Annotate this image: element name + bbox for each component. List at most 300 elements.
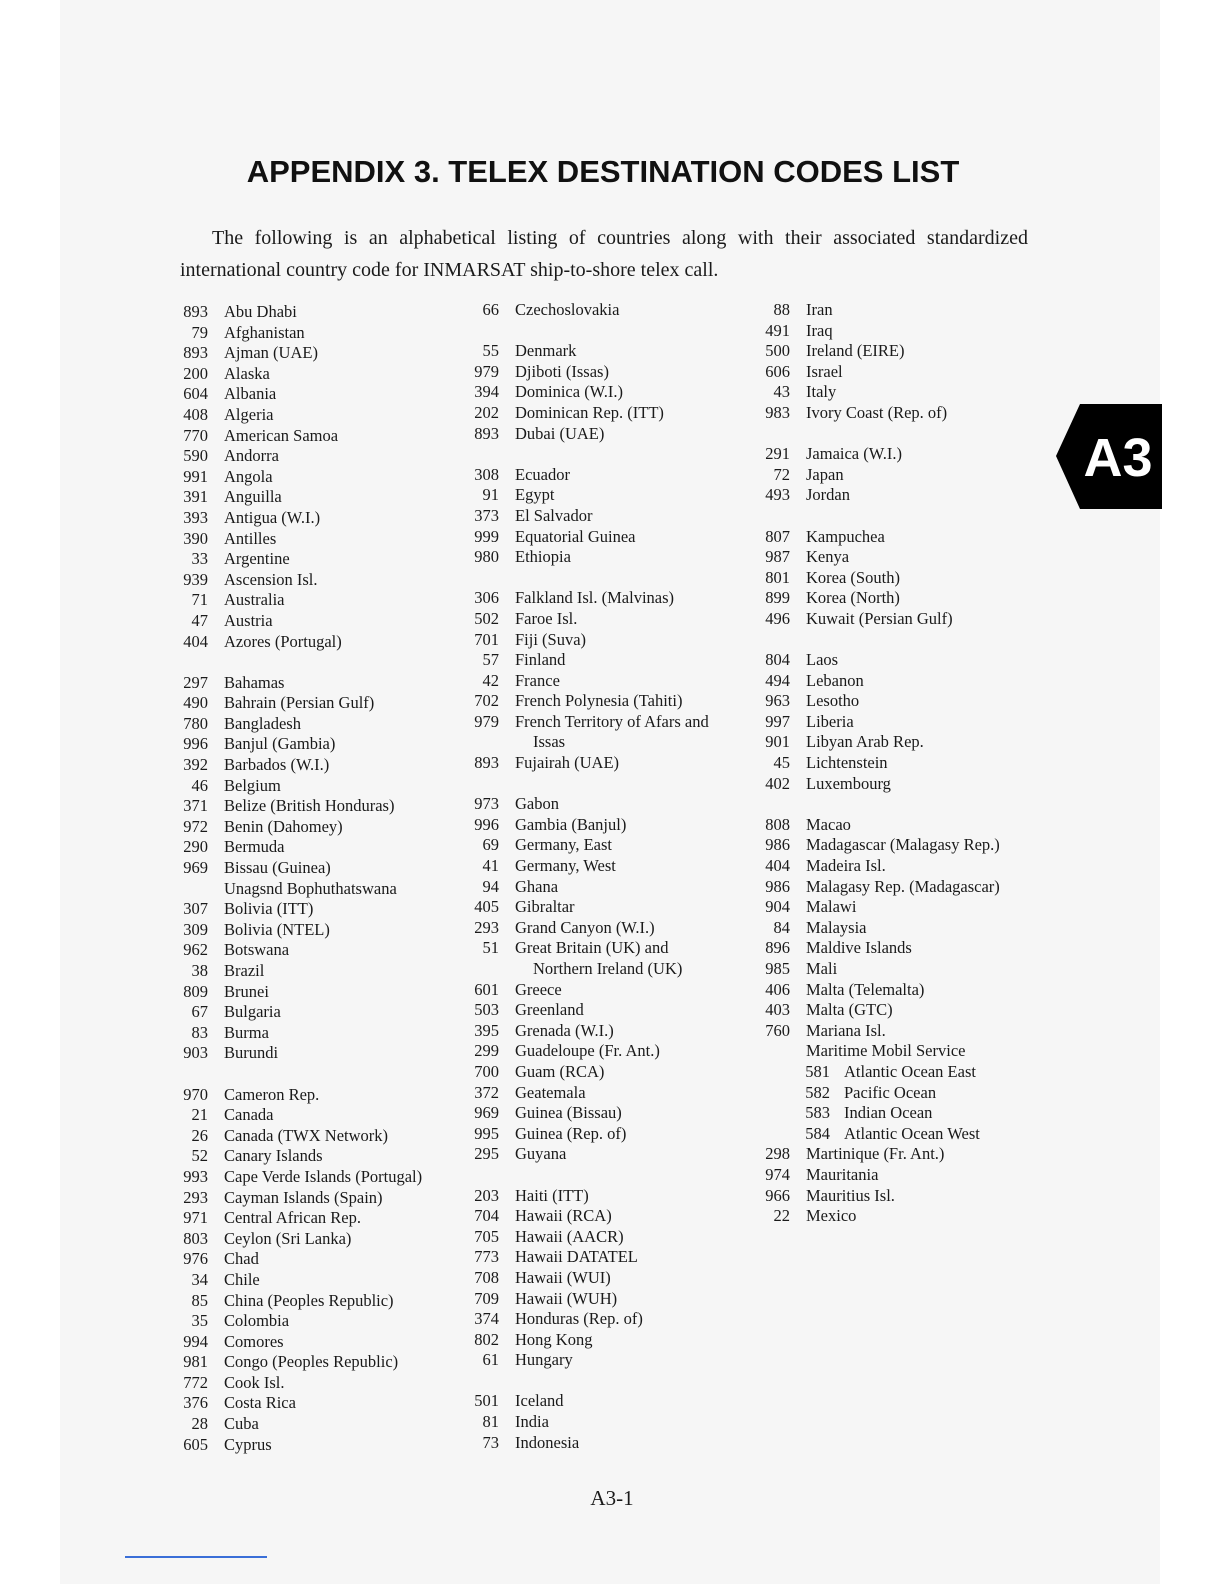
code-entry (172, 1126, 422, 1147)
code-entry (172, 755, 422, 776)
country-name: Israel (806, 361, 843, 381)
country-name: Atlantic Ocean West (844, 1123, 980, 1143)
country-name: Guinea (Rep. of) (515, 1123, 627, 1143)
code-entry (463, 1268, 709, 1289)
country-name: Honduras (Rep. of) (515, 1309, 643, 1329)
code-entry (754, 588, 1000, 609)
country-name: Liberia (806, 711, 854, 731)
country-code: 969 (474, 1103, 499, 1123)
country-name: Cayman Islands (Spain) (224, 1187, 383, 1207)
code-entry (172, 446, 422, 467)
footer-rule (125, 1556, 267, 1558)
code-entry (463, 1103, 709, 1124)
spacer-row (463, 1165, 709, 1186)
country-name: Italy (806, 382, 837, 402)
section-tab-badge (1056, 404, 1162, 509)
country-name: Malta (GTC) (806, 1000, 893, 1020)
country-code (172, 879, 208, 900)
code-entry (172, 1352, 422, 1373)
country-name: Luxembourg (806, 773, 891, 793)
country-code: 73 (482, 1432, 499, 1452)
country-code: 307 (183, 899, 208, 919)
country-name: Canada (224, 1105, 274, 1125)
country-name: Antigua (W.I.) (224, 507, 321, 527)
country-code: 390 (183, 528, 208, 548)
code-entry (754, 753, 1000, 774)
country-code: 202 (474, 402, 499, 422)
country-code: 71 (191, 590, 208, 610)
code-entry (463, 815, 709, 836)
code-entry (172, 590, 422, 611)
code-entry (754, 403, 1000, 424)
country-name: Chad (224, 1249, 259, 1269)
country-code: 896 (765, 938, 790, 958)
code-entry (172, 1043, 422, 1064)
country-code: 46 (191, 775, 208, 795)
codes-column-1 (172, 300, 422, 1455)
code-entry (463, 547, 709, 568)
country-code: 893 (183, 302, 208, 321)
country-name: Egypt (515, 485, 555, 505)
code-entry (754, 609, 1000, 630)
country-name: Burundi (224, 1043, 279, 1063)
country-name: Canary Islands (224, 1146, 323, 1166)
country-name: Malawi (806, 897, 857, 917)
country-code: 979 (474, 711, 499, 731)
country-code: 374 (474, 1309, 499, 1329)
country-name: Korea (North) (806, 588, 900, 608)
code-entry (463, 918, 709, 939)
country-name: India (515, 1412, 549, 1432)
country-code: 490 (183, 693, 208, 713)
country-name: Gibraltar (515, 897, 575, 917)
country-name: Australia (224, 590, 285, 610)
code-entry (463, 1289, 709, 1310)
country-name: Northern Ireland (UK) (533, 959, 683, 978)
country-name: Indian Ocean (844, 1103, 933, 1123)
country-name: Ghana (515, 876, 559, 896)
code-entry (463, 630, 709, 651)
country-code: 987 (765, 547, 790, 567)
country-name: Geatemala (515, 1082, 586, 1102)
country-code: 57 (482, 650, 499, 670)
code-entry (754, 980, 1000, 1001)
country-code: 803 (183, 1228, 208, 1248)
country-name: Denmark (515, 341, 577, 361)
code-entry (463, 465, 709, 486)
code-entry (172, 302, 422, 323)
code-entry (172, 961, 422, 982)
country-name: Hawaii DATATEL (515, 1247, 638, 1267)
code-entry (754, 835, 1000, 856)
country-name: Abu Dhabi (224, 302, 297, 321)
code-entry (463, 753, 709, 774)
code-entry (463, 485, 709, 506)
code-entry (172, 940, 422, 961)
code-entry (754, 300, 1000, 321)
country-code: 408 (183, 404, 208, 424)
code-entry (463, 1206, 709, 1227)
country-name: Fiji (Suva) (515, 629, 587, 649)
code-entry (172, 487, 422, 508)
country-name: Bissau (Guinea) (224, 858, 331, 878)
country-code: 404 (183, 631, 208, 651)
code-entry (172, 837, 422, 858)
country-code: 584 (805, 1123, 830, 1143)
code-entry (754, 1165, 1000, 1186)
country-name: Jordan (806, 485, 850, 505)
country-code: 983 (765, 402, 790, 422)
country-code: 406 (765, 979, 790, 999)
country-name: Malagasy Rep. (Madagascar) (806, 876, 1000, 896)
country-name: Libyan Arab Rep. (806, 732, 924, 752)
country-code: 94 (482, 876, 499, 896)
country-name: China (Peoples Republic) (224, 1290, 394, 1310)
country-code: 700 (474, 1061, 499, 1081)
code-entry (754, 1124, 1000, 1145)
code-entry (172, 982, 422, 1003)
country-name: Botswana (224, 940, 290, 960)
country-name: Bahrain (Persian Gulf) (224, 693, 375, 713)
country-name: Cameron Rep. (224, 1084, 320, 1104)
code-entry (172, 467, 422, 488)
code-entry (172, 920, 422, 941)
country-name: Central African Rep. (224, 1208, 361, 1228)
spacer-row (463, 568, 709, 589)
country-code: 809 (183, 981, 208, 1001)
country-name: Canada (TWX Network) (224, 1125, 389, 1145)
country-code: 974 (765, 1164, 790, 1184)
country-code: 970 (183, 1084, 208, 1104)
country-name: Brazil (224, 961, 265, 980)
code-entry (172, 734, 422, 755)
code-entry (463, 959, 709, 980)
code-entry (463, 341, 709, 362)
country-code: 22 (773, 1206, 790, 1226)
country-code: 67 (191, 1002, 208, 1022)
country-name: Hawaii (WUI) (515, 1267, 611, 1287)
country-name: Mauritius Isl. (806, 1185, 895, 1205)
code-entry (754, 341, 1000, 362)
country-name: Gambia (Banjul) (515, 814, 627, 834)
country-code: 41 (482, 856, 499, 876)
country-code: 61 (482, 1350, 499, 1370)
country-code: 43 (773, 382, 790, 402)
country-code: 901 (765, 732, 790, 752)
country-code: 985 (765, 959, 790, 978)
country-name: Ascension Isl. (224, 569, 318, 589)
code-entry (172, 364, 422, 385)
country-code: 773 (474, 1247, 499, 1267)
country-code: 297 (183, 672, 208, 692)
code-entry (463, 897, 709, 918)
code-entry (172, 611, 422, 632)
country-name: Dominican Rep. (ITT) (515, 402, 664, 422)
country-code: 493 (765, 485, 790, 505)
country-code: 393 (183, 507, 208, 527)
country-name: Cook Isl. (224, 1372, 285, 1392)
intro-paragraph: The following is an alphabetical listing of countries along with their associated standardized international country code for INMARSAT ship-to-shore telex call. (180, 227, 1028, 281)
country-code: 997 (765, 711, 790, 731)
country-code: 976 (183, 1249, 208, 1269)
country-name: Martinique (Fr. Ant.) (806, 1144, 945, 1164)
country-code: 995 (474, 1123, 499, 1143)
code-entry (172, 384, 422, 405)
code-entry (754, 1186, 1000, 1207)
country-name: Brunei (224, 981, 269, 1001)
country-name: Madagascar (Malagasy Rep.) (806, 835, 1000, 855)
country-name: Ceylon (Sri Lanka) (224, 1228, 352, 1248)
country-name: Guinea (Bissau) (515, 1103, 622, 1123)
country-name: Belgium (224, 775, 281, 795)
country-code: 293 (183, 1187, 208, 1207)
country-name: Germany, East (515, 835, 612, 855)
spacer-row (463, 1371, 709, 1392)
page-title: APPENDIX 3. TELEX DESTINATION CODES LIST (246, 154, 960, 189)
country-name: Mexico (806, 1206, 857, 1226)
country-name: Unagsnd Bophuthatswana (224, 878, 397, 898)
code-entry (172, 899, 422, 920)
code-entry (754, 568, 1000, 589)
country-name: Chile (224, 1269, 260, 1289)
code-entry (754, 1041, 1000, 1062)
country-code: 807 (765, 526, 790, 546)
country-name: Greenland (515, 1000, 584, 1020)
code-entry (754, 918, 1000, 939)
country-name: Bermuda (224, 837, 285, 857)
country-name: Mali (806, 959, 838, 978)
code-entry (463, 650, 709, 671)
country-name: Congo (Peoples Republic) (224, 1352, 399, 1372)
code-entry (463, 877, 709, 898)
code-entry (463, 1350, 709, 1371)
country-code: 893 (474, 423, 499, 443)
country-code: 604 (183, 384, 208, 404)
country-code: 91 (482, 485, 499, 505)
code-entry (172, 1229, 422, 1250)
country-code: 21 (191, 1105, 208, 1125)
code-entry (463, 506, 709, 527)
country-code: 69 (482, 835, 499, 855)
country-name: Jamaica (W.I.) (806, 444, 903, 464)
country-name: Madeira Isl. (806, 856, 886, 876)
country-code: 904 (765, 897, 790, 917)
country-code: 972 (183, 816, 208, 836)
country-code: 801 (765, 567, 790, 587)
code-entry (754, 712, 1000, 733)
country-code: 979 (474, 361, 499, 381)
code-entry (463, 527, 709, 548)
country-code: 402 (765, 773, 790, 793)
country-code: 376 (183, 1393, 208, 1413)
country-code: 583 (805, 1103, 830, 1123)
code-entry (463, 1124, 709, 1145)
country-code: 899 (765, 588, 790, 608)
code-entry (463, 1433, 709, 1454)
country-name: Anguilla (224, 487, 282, 507)
country-name: Djiboti (Issas) (515, 361, 609, 381)
code-entry (463, 712, 709, 733)
country-code: 79 (191, 322, 208, 342)
code-entry (172, 508, 422, 529)
country-name: Bulgaria (224, 1002, 281, 1022)
country-code: 969 (183, 858, 208, 878)
country-name: Algeria (224, 404, 274, 424)
country-code: 494 (765, 670, 790, 690)
country-code: 709 (474, 1288, 499, 1308)
code-entry (463, 588, 709, 609)
country-code: 605 (183, 1434, 208, 1454)
country-name: Dubai (UAE) (515, 423, 605, 443)
spacer-row (754, 630, 1000, 651)
code-entry (172, 714, 422, 735)
country-code: 760 (765, 1020, 790, 1040)
code-entry (172, 1208, 422, 1229)
country-name: Ajman (UAE) (224, 343, 318, 363)
code-entry (463, 1083, 709, 1104)
country-code: 26 (191, 1125, 208, 1145)
code-entry (754, 1206, 1000, 1227)
country-code: 708 (474, 1267, 499, 1287)
country-code: 503 (474, 1000, 499, 1020)
code-entry (172, 1393, 422, 1414)
code-entry (172, 1002, 422, 1023)
country-code: 973 (474, 794, 499, 814)
country-code: 963 (765, 691, 790, 711)
country-name: Mauritania (806, 1164, 879, 1184)
code-entry (754, 1000, 1000, 1021)
country-code: 993 (183, 1166, 208, 1186)
code-entry (463, 403, 709, 424)
country-code: 83 (191, 1022, 208, 1042)
code-entry (172, 817, 422, 838)
country-code: 404 (765, 856, 790, 876)
code-entry (463, 1062, 709, 1083)
code-entry (172, 1435, 422, 1456)
section-tab-label: A3 (1083, 428, 1153, 488)
country-name: Ireland (EIRE) (806, 341, 905, 361)
country-code: 306 (474, 588, 499, 608)
code-entry (463, 1021, 709, 1042)
spacer-row (172, 1064, 422, 1085)
country-code: 81 (482, 1412, 499, 1432)
country-name: Barbados (W.I.) (224, 755, 330, 775)
country-code: 996 (183, 734, 208, 754)
code-entry (172, 1332, 422, 1353)
country-code: 501 (474, 1391, 499, 1411)
code-entry (754, 815, 1000, 836)
country-name: Hungary (515, 1350, 573, 1370)
country-code: 939 (183, 569, 208, 589)
code-entry (754, 382, 1000, 403)
country-code: 295 (474, 1144, 499, 1164)
country-name: Malta (Telemalta) (806, 979, 925, 999)
country-name: Antilles (224, 528, 277, 548)
country-name: Alaska (224, 363, 270, 383)
country-code: 999 (474, 526, 499, 546)
country-code: 770 (183, 425, 208, 445)
country-code: 962 (183, 940, 208, 960)
country-code: 35 (191, 1311, 208, 1331)
country-code: 582 (805, 1082, 830, 1102)
country-code: 780 (183, 713, 208, 733)
spacer-row (754, 424, 1000, 445)
code-entry (463, 1412, 709, 1433)
country-name: Kenya (806, 547, 850, 567)
country-code: 491 (765, 320, 790, 340)
country-name: Bolivia (ITT) (224, 899, 314, 919)
code-entry (172, 796, 422, 817)
country-code: 590 (183, 446, 208, 466)
country-code: 72 (773, 464, 790, 484)
country-name: Benin (Dahomey) (224, 816, 343, 836)
country-name: French Polynesia (Tahiti) (515, 691, 683, 711)
country-code: 991 (183, 466, 208, 486)
code-entry (463, 362, 709, 383)
code-entry (172, 693, 422, 714)
code-entry (172, 1414, 422, 1435)
country-code: 47 (191, 610, 208, 630)
code-entry (172, 673, 422, 694)
code-entry (754, 959, 1000, 980)
code-entry (463, 1144, 709, 1165)
country-name: Pacific Ocean (844, 1082, 937, 1102)
country-code: 391 (183, 487, 208, 507)
code-entry (463, 1041, 709, 1062)
country-name: Lebanon (806, 670, 864, 690)
code-entry (754, 321, 1000, 342)
country-code: 33 (191, 549, 208, 569)
country-code: 581 (805, 1061, 830, 1081)
code-entry (172, 1249, 422, 1270)
country-code: 981 (183, 1352, 208, 1372)
country-name: Macao (806, 814, 851, 834)
code-entry (463, 856, 709, 877)
country-name: Issas (533, 732, 566, 752)
country-name: Mariana Isl. (806, 1020, 886, 1040)
country-name: Austria (224, 610, 273, 630)
country-code: 802 (474, 1329, 499, 1349)
country-name: Iceland (515, 1391, 564, 1411)
code-entry (172, 343, 422, 364)
codes-column-2 (463, 300, 709, 1453)
country-name: Belize (British Honduras) (224, 796, 395, 816)
country-code: 34 (191, 1269, 208, 1289)
country-code: 772 (183, 1372, 208, 1392)
country-name: Korea (South) (806, 567, 900, 587)
country-code: 403 (765, 1000, 790, 1020)
country-code: 371 (183, 796, 208, 816)
country-code: 702 (474, 691, 499, 711)
country-code: 309 (183, 919, 208, 939)
country-code: 701 (474, 629, 499, 649)
country-name: Bolivia (NTEL) (224, 919, 330, 939)
country-name: French Territory of Afars and (515, 711, 709, 731)
country-code: 38 (191, 961, 208, 980)
country-code: 705 (474, 1226, 499, 1246)
country-name: Guyana (515, 1144, 567, 1164)
country-code: 203 (474, 1185, 499, 1205)
country-code: 293 (474, 917, 499, 937)
code-entry (754, 897, 1000, 918)
code-entry (754, 856, 1000, 877)
code-entry (172, 1085, 422, 1106)
country-name: Lesotho (806, 691, 860, 711)
country-code: 308 (474, 464, 499, 484)
country-name: Guadeloupe (Fr. Ant.) (515, 1041, 660, 1061)
country-code: 51 (482, 938, 499, 958)
country-name: Atlantic Ocean East (844, 1061, 976, 1081)
